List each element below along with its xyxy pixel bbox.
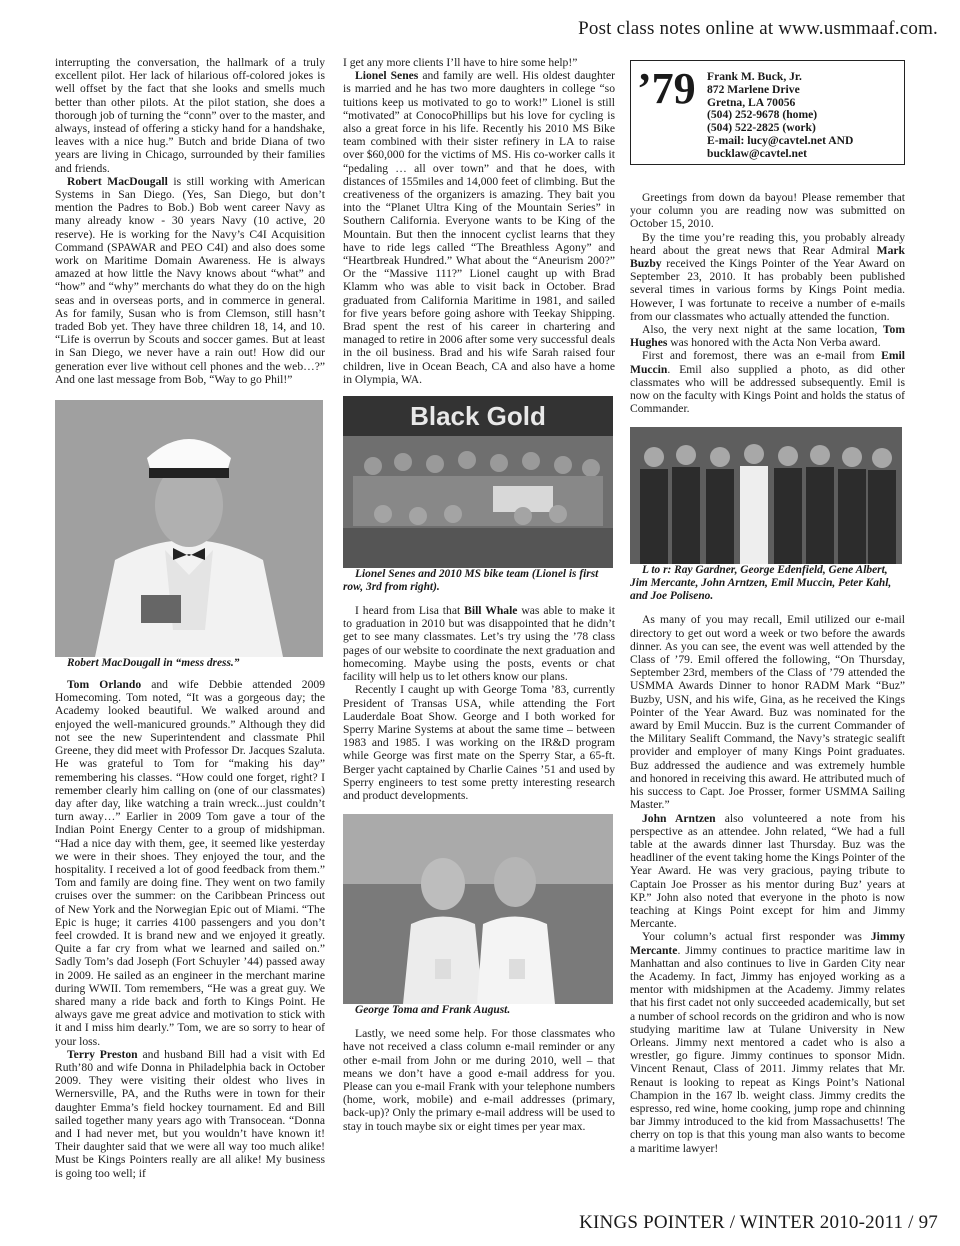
- contact-home-phone: (504) 252-9678 (home): [707, 108, 818, 122]
- column-1: [55, 56, 325, 1180]
- photo-robert-macdougall: [55, 400, 323, 657]
- column-2: [343, 56, 615, 1133]
- group-photo-illustration: [343, 396, 613, 568]
- classmate-name: Lionel Senes: [355, 69, 419, 83]
- photo-banner-text: Black Gold: [410, 401, 546, 432]
- classmate-name: Jimmy Mercante: [630, 930, 905, 957]
- classmate-name: Mark Buzby: [630, 243, 905, 271]
- column-3: [630, 56, 905, 1155]
- contact-details: [707, 71, 853, 161]
- classmate-name: Robert MacDougall: [67, 174, 168, 188]
- paragraph: Robert MacDougall is still working with American Systems in San Diego. (Yes, San Diego, but don’t mention the Padres to Bob.) Bob went career Navy as many already know - 30 years Navy (10 active, 20 reserve). He is working for the Navy’s C4I Acquisition Command (SPAWAR and PEO C4I) and also does some work on Maritime Domain Awareness. He is always amazed at how little the Navy knows about “what” and “how” and “why” merchants do what they do on the high seas and in overseas ports, and in commerce in general. As for family, Susan who is from Clemson, still hasn’t traded Bob yet. They have three children 18, 14, and 10. “Life is overrun by Scouts and soccer games. But at least in San Diego, we never have a rain out! How did our generation ever live without cell phones and the web…?” And one last message from Bob, “Way to go Phil!”: [55, 174, 325, 386]
- photo-george-toma-frank-august: [343, 814, 613, 1004]
- paragraph: Greetings from down da bayou! Please remember that your column you are reading now was submitted on October 15, 2010.: [630, 191, 905, 231]
- paragraph: By the time you’re reading this, you probably already heard about the great news that Rear Admiral Mark Buzby received the Kings Pointer of the Year Award on September 23, 2010. It has probably been published several times in various forms by Kings Point media. However, I was fortunate to receive a number of e-mails from our classmates who actually attended the function.: [630, 230, 905, 323]
- page-footer: KINGS POINTER / WINTER 2010-2011 / 97: [579, 1212, 938, 1233]
- classmate-name: Terry Preston: [67, 1047, 138, 1061]
- paragraph: Recently I caught up with George Toma ’83, currently President of Transas USA, while attending the Fort Lauderdale Boat Show. George and I both worked for Sperry Marine Systems at about the same time – between 1983 and 1985. I was working on the IR&D program while George was first mate on the Sperry Star, a 65-ft. Berger yacht captained by Charlie Caines ’51 and used by Sperry engineers to test some pretty interesting research and product developments.: [343, 683, 615, 802]
- contact-email-1: E-mail: lucy@cavtel.net AND: [707, 133, 854, 147]
- paragraph: Lastly, we need some help. For those classmates who have not received a class column e-mail reminder or any other e-mail from John or me during 2010, well – that means we don’t have a good e-mail address for you. Please can you e-mail Frank with your telephone numbers (home, work, mobile) and e-mail addresses (primary, back-up)? Only the primary e-mail address will be used to stay in touch maybe six or eight times per year max.: [343, 1027, 615, 1133]
- paragraph: First and foremost, there was an e-mail from Emil Muccin. Emil also supplied a photo, as did other classmates who will be addressed subsequently. Emil is now on the faculty with Kings Point and holds the status of Commander.: [630, 349, 905, 416]
- class-year: ’79: [637, 64, 696, 113]
- paragraph: Your column’s actual first responder was Jimmy Mercante. Jimmy continues to practice maritime law in Manhattan and also continues to live in Garden City near the Academy. In fact, Jimmy has enjoyed working as a mentor with midshipmen at the Academy. Jimmy relates that his first cadet not only succeeded academically, but set a number of school records on the gridiron and who is now studying maritime law at Tulane University in New Orleans. Jimmy next mentored a cadet who is also a wrestler, go figure. Jimmy continues to sponsor Midn. Vincent Renaut, Class of 2011. Jimmy relates that Mr. Renaut is looking to repeat as Kings Point’s National Champion in the 167 lb. weight class. Jimmy credits the espresso, red wine, home cooking, jump rope and chinning bar Jimmy introduced to the kid from Massachusetts! The cherry on top is that this young man also wants to become a maritime lawyer!: [630, 930, 905, 1155]
- contact-email-2: bucklaw@cavtel.net: [707, 146, 807, 160]
- contact-city: Gretna, LA 70056: [707, 95, 796, 109]
- paragraph: I heard from Lisa that Bill Whale was able to make it to graduation in 2010 but was disappointed that he didn’t get to see many classmates. Let’s try using the ’78 class pages of our website to coordinate the next graduation and homecoming. Maybe using the posts, events or chat facility will help us to let others know our plans.: [343, 604, 615, 684]
- portrait-illustration: [55, 400, 323, 657]
- classmate-name: Tom Orlando: [67, 678, 142, 692]
- group-photo-illustration: [630, 427, 902, 564]
- photo-caption: George Toma and Frank August.: [355, 1004, 511, 1017]
- contact-name: Frank M. Buck, Jr.: [707, 70, 802, 83]
- paragraph: As many of you may recall, Emil utilized our e-mail directory to get out word a week or two before the awards dinner. As you can see, the event was well attended by the Class of ’79. Emil offered the following, “On Thursday, September 23rd, members of the Class of ’79 attended the USMMA Awards Dinner to honor RADM Mark “Buz” Buzby, USN, and his wife, Gina, as he received the Kings Pointer of the Year Award. Buz was nominated for the award by Emil Muccin. Buz is the current Commander of the Military Sealift Command, the Navy’s strategic sealift provider and employer of many Kings Point graduates. Buz addressed the audience and was extremely humble and honored in receiving this award. He attributed much of his success to Capt. Joe Prosser, former USMMA Sailing Master.”: [630, 613, 905, 812]
- paragraph: Also, the very next night at the same location, Tom Hughes was honored with the Acta Non Verba award.: [630, 323, 905, 350]
- class-contact-box: [630, 60, 905, 165]
- paragraph: Lionel Senes and family are well. His oldest daughter is married and he has two more daughters in college “so tuitions keep us motivated to go to work!” Lionel is still “motivated” at ConocoPhillips but his love for cycling is also a great force in his life. Recently his 2010 MS Bike team combined with their sister refinery in LA to raise over $60,000 for the victims of MS. His co-worker calls it “pedaling … all over town” and that he does, with distances of 155miles and 14,000 feet of climbing. But the creativeness of the organizers is amazing. They bait you into the “Planet Ultra King of the Mountain Series” in Southern California. Everyone wants to be King of the Mountain. But then the innocent cyclist learns that they have to ride legs called “The Breathless Agony” and “Heartbreak Hundred.” What about the “Aneurism 200?” Or the “Massive 111?” Lionel caught up with Brad Klamm who was able to visit back in October. Brad graduated from California Maritime in 1981, and sailed for five years before going ashore with Teekay Shipping. Brad spent the rest of his career in chartering and managed to retire in 2006 after some very successful deals in the oil business. Brad and his wife Sarah raised four children, live in Ocean Beach, CA and also have a home in Olympia, WA.: [343, 69, 615, 386]
- paragraph: I get any more clients I’ll have to hire some help!”: [343, 56, 578, 69]
- paragraph: interrupting the conversation, the hallmark of a truly excellent pilot. Her lack of hilarious off-colored jokes is well offset by the fact that she looks and smells much better than other pilots. At the pilot station, she does a thorough job of turning the “conn” over to the master, and always, instead of offering a sticky hand for a handshake, leaves with a nice hug.” Butch and bride Diana of two years are living in Chicago, surrounded by their families and friends.: [55, 56, 325, 175]
- paragraph: Terry Preston and husband Bill had a visit with Ed Ruth’80 and wife Donna in Philadelphia back in October 2009. They were visiting their oldest who lives in Wernersville, PA, and the Ruths were in town for their daughter Emma’s field hockey tournament. Ed and Bill sailed together many years ago with Transocean. “Donna and I had never met, but you wouldn’t have known it! Their daughter said that we were all way too much alike! Must be Kings Pointers really are all alike! My business is going too well; if: [55, 1047, 325, 1180]
- photo-caption: Robert MacDougall in “mess dress.”: [67, 657, 240, 670]
- photo-caption: Lionel Senes and 2010 MS bike team (Lionel is first row, 3rd from right).: [343, 568, 599, 594]
- contact-street: 872 Marlene Drive: [707, 82, 800, 96]
- paragraph: John Arntzen also volunteered a note from his perspective as an attendee. John related, “We had a full table at the awards dinner last Thursday. Buz was the headliner of the event taking home the Kings Pointer of the Year Award. He was very gracious, paying tribute to Captain Joe Prosser as his mentor during Buz’ years at KP.” John also noted that everyone in the photo is now teaching at Kings Point except for him and Jimmy Mercante.: [630, 811, 905, 931]
- classmate-name: Tom Hughes: [630, 323, 905, 350]
- classmate-name: Emil Muccin: [630, 349, 905, 376]
- two-person-photo-illustration: [343, 814, 613, 1004]
- photo-ms-bike-team: [343, 396, 613, 568]
- paragraph: Tom Orlando and wife Debbie attended 2009 Homecoming. Tom noted, “It was a gorgeous day; the Academy looked beautiful. We walked around and enjoyed the well-manicured grounds.” Although they did not see the new Superintendent and classmate Phil Greene, they did meet with Professor Dr. Jacques Szaluta. He was grateful to Tom for “making his day” remembering his classes. “How could one forget, right? I remember clearly him calling on (one of our classmates) day after day, like watching a train wreck...just couldn’t turn away…” Earlier in 2009 Tom gave a tour of the Indian Point Energy Center to a group of midshipman. “Had a nice day with them, gee, it seemed like yesterday we were in their shoes. They enjoyed the tour, and the hospitality. I received a lot of good feedback from them.” Tom and family are doing fine. They went on two family cruises over the summer: on the Caribbean Princess out of New York and the Norwegian Epic out of Miami. “The Epic is huge; it carries 4100 passengers and you don’t feel crowded. It is brand new and we enjoyed it greatly. Quite a far cry from what we learned and sailed on.” Sadly Tom’s dad Joseph (Fort Schuyler ’44) passed away in 2009. He sailed as an engineer in the merchant marine during WWII. Tom remembers, “He was a great guy. We shared many a ride back and forth to Kings Point. He always gave me great advice and motivation to stick with it and I miss him dearly.” Tom, we are so sorry to hear of your loss.: [55, 678, 325, 1048]
- photo-class-79-group: [630, 427, 902, 564]
- classmate-name: John Arntzen: [642, 811, 716, 825]
- contact-work-phone: (504) 522-2825 (work): [707, 121, 816, 135]
- classmate-name: Bill Whale: [464, 604, 518, 618]
- photo-caption: L to r: Ray Gardner, George Edenfield, Gene Albert, Jim Mercante, John Arntzen, Emil Muccin, Peter Kahl, and Joe Poliseno.: [630, 564, 892, 603]
- header-notice: Post class notes online at www.usmmaaf.com.: [578, 18, 938, 39]
